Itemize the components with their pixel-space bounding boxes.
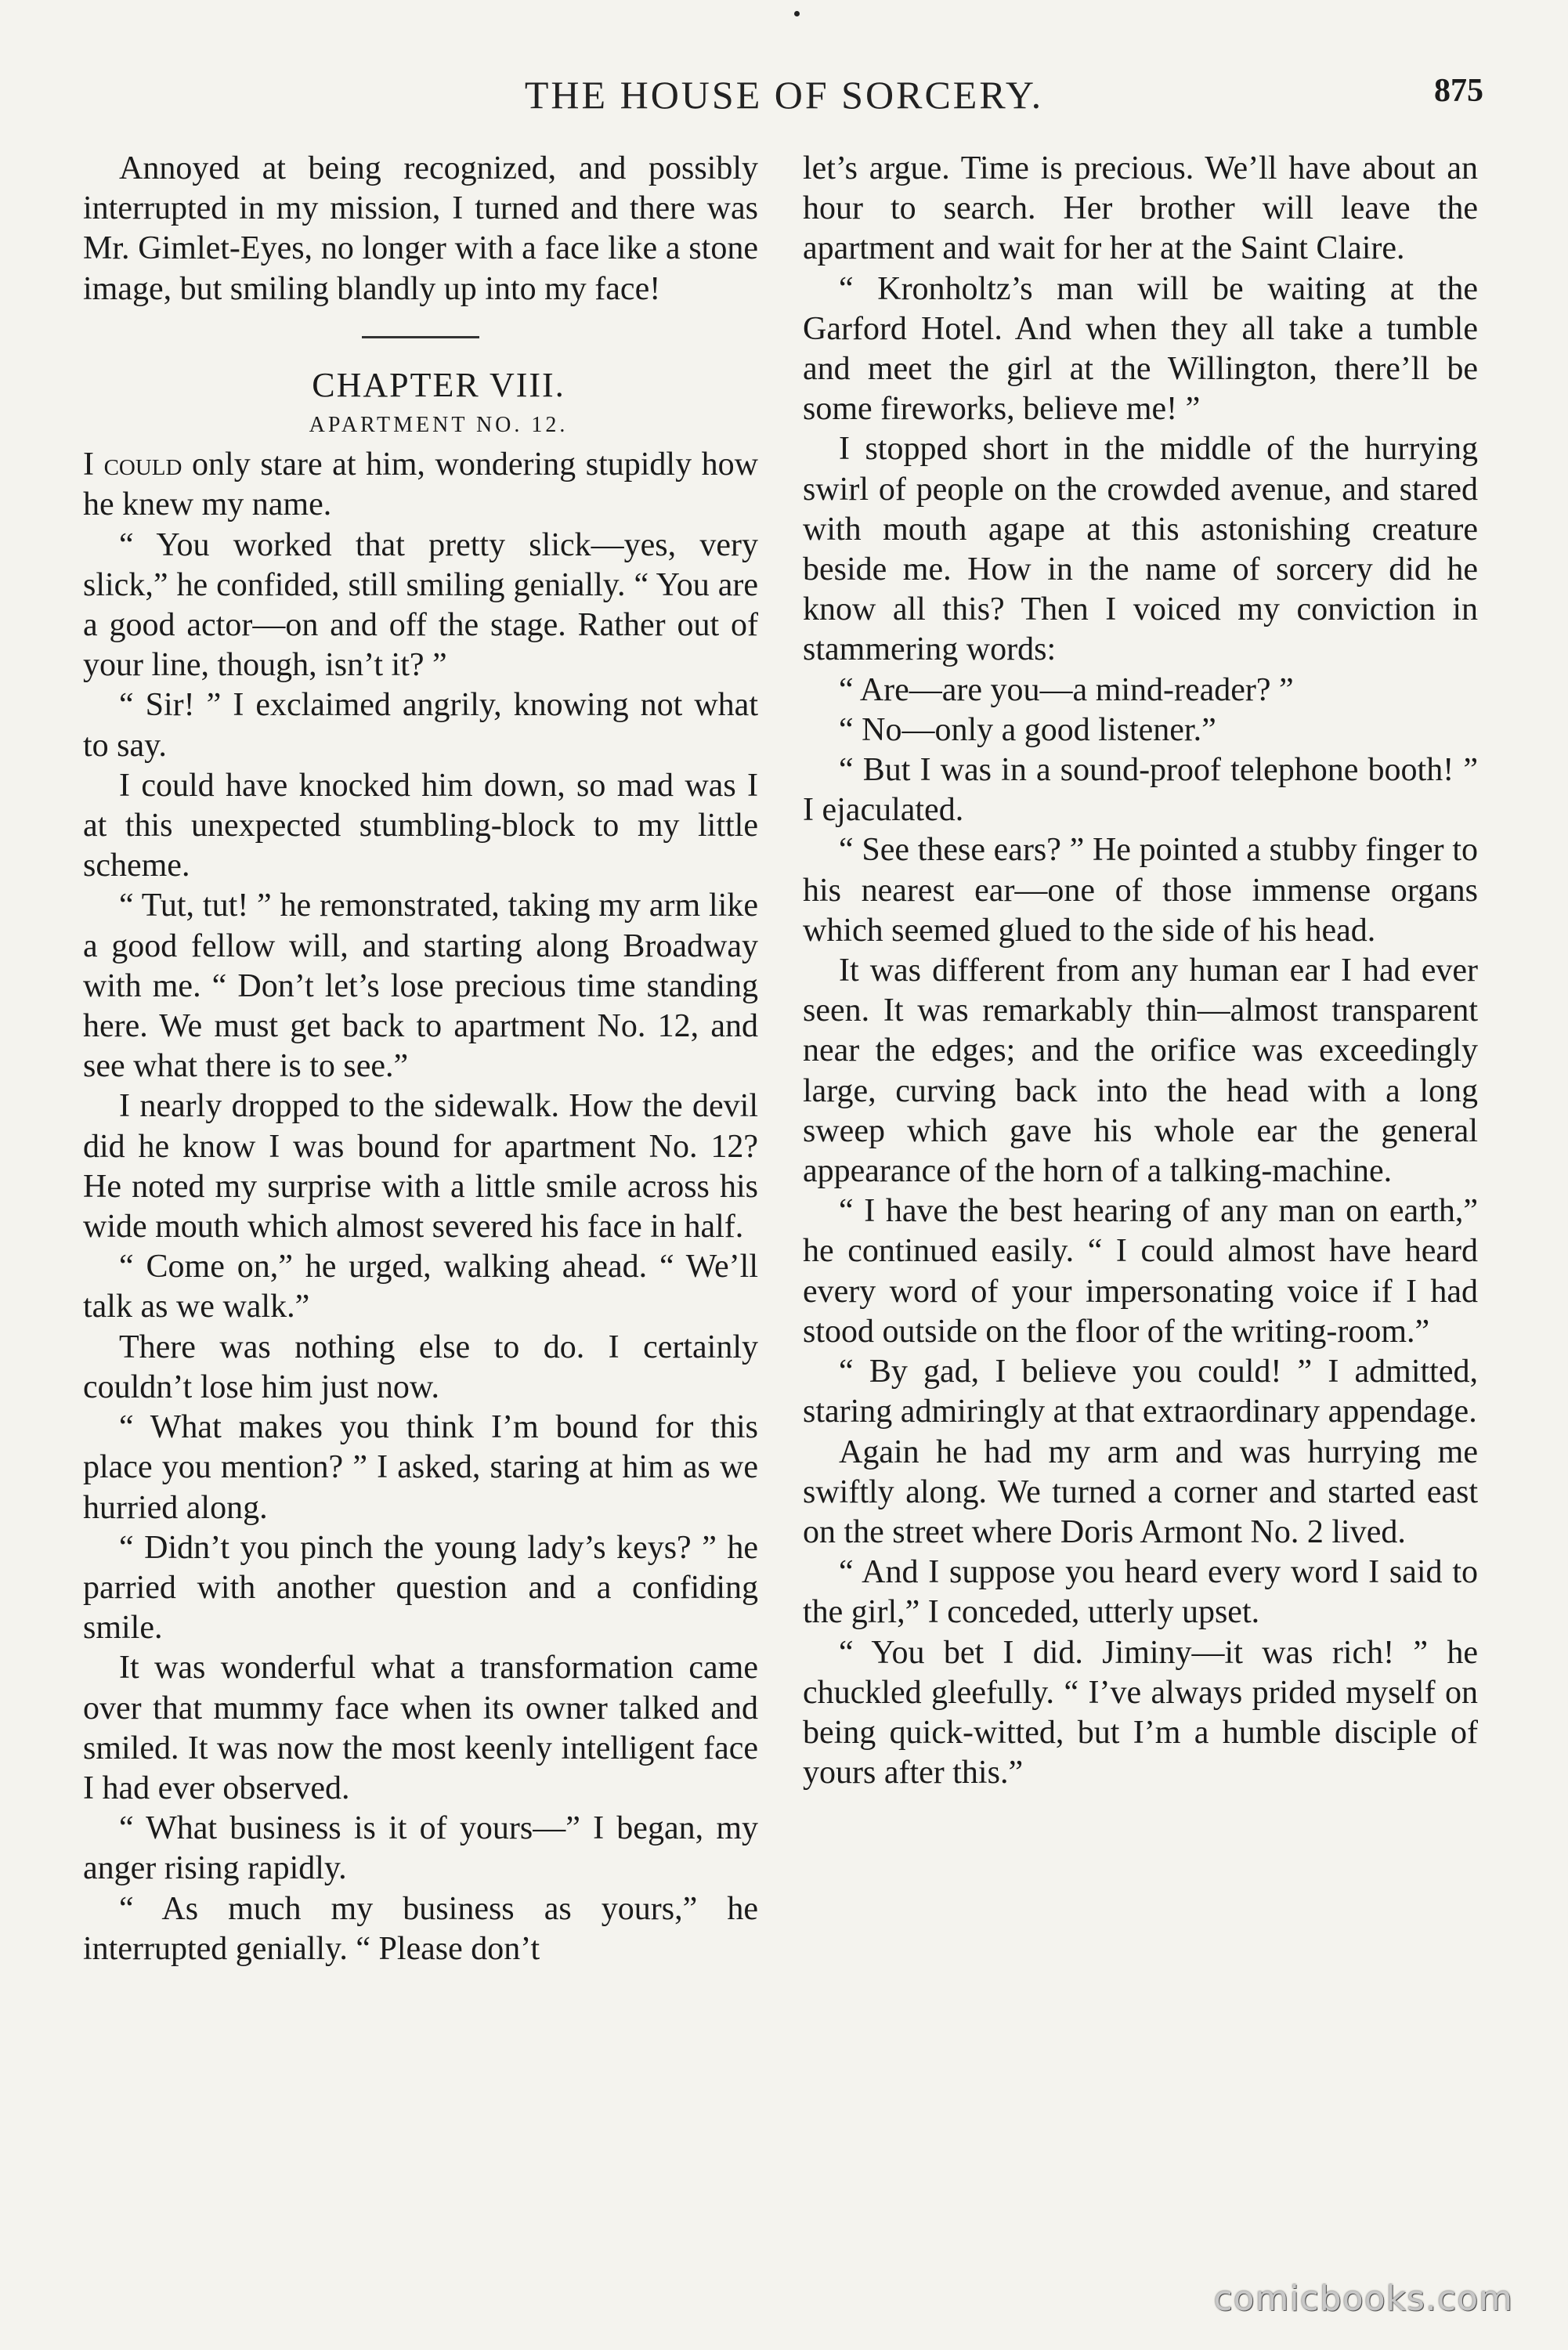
paragraph: I nearly dropped to the sidewalk. How the devil did he know I was bound for apartment No. 12? He noted my surprise with a little smile across his wide mouth which almost severed his face in half. — [83, 1088, 758, 1246]
chapter-title: CHAPTER VIII. — [312, 365, 565, 404]
chapter-first-word: I could — [83, 446, 182, 483]
paragraph: I stopped short in the middle of the hurrying swirl of people on the crowded avenue, and stared with mouth agape at this astonishing creature beside me. How in the name of sorcery did he know all this? Then I voiced my conviction in stammering words: — [803, 431, 1478, 668]
paragraph: I could have knocked him down, so mad was I at this unexpected stumbling-block to my little scheme. — [83, 767, 758, 884]
paragraph: “ What makes you think I’m bound for this place you mention? ” I asked, staring at him as we hurried along. — [83, 1409, 758, 1526]
watermark: comicbooks.com — [1213, 2279, 1513, 2319]
chapter-first-paragraph — [83, 445, 758, 525]
paragraph: “ No—only a good listener.” — [839, 711, 1216, 748]
paragraph: “ You bet I did. Jiminy—it was rich! ” he chuckled gleefully. “ I’ve always prided myself on being quick-witted, but I’m a humble disciple of yours after this.” — [803, 1634, 1478, 1791]
running-header-title: THE HOUSE OF SORCERY. — [524, 73, 1044, 117]
paragraph: “ Are—are you—a mind-reader? ” — [839, 671, 1294, 708]
paragraph: “ Didn’t you pinch the young lady’s keys? ” he parried with another question and a confiding smile. — [83, 1529, 758, 1647]
paragraph: “ But I was in a sound-proof telephone booth! ” I ejaculated. — [803, 752, 1478, 829]
page-number: 875 — [1434, 73, 1483, 109]
paragraph: “ I have the best hearing of any man on earth,” he continued easily. “ I could almost have heard every word of your impersonating voice if I had stood outside on the floor of the writing-room.” — [803, 1193, 1478, 1350]
opening-paragraph: Annoyed at being recognized, and possibly interrupted in my mission, I turned and there was Mr. Gimlet-Eyes, no longer with a face like a stone image, but smiling blandly up into my face! — [83, 150, 758, 307]
paragraph: “ By gad, I believe you could! ” I admitted, staring admiringly at that extraordinary appendage. — [803, 1354, 1478, 1430]
paragraph: Again he had my arm and was hurrying me swiftly along. We turned a corner and started east on the street where Doris Armont No. 2 lived. — [803, 1434, 1478, 1550]
paragraph: “ As much my business as yours,” he interrupted genially. “ Please don’t — [83, 1890, 758, 1967]
chapter-subtitle: APARTMENT NO. 12. — [309, 413, 569, 438]
paragraph: There was nothing else to do. I certainly couldn’t lose him just now. — [83, 1329, 758, 1405]
paragraph: “ See these ears? ” He pointed a stubby finger to his nearest ear—one of those immense organs which seemed glued to the side of his head. — [803, 832, 1478, 949]
paragraph: “ Kronholtz’s man will be waiting at the Garford Hotel. And when they all take a tumble and meet the girl at the Willington, there’ll be some fireworks, believe me! ” — [803, 270, 1478, 428]
chapter-first-rest: only stare at him, wondering stupidly how he knew my name. — [83, 446, 758, 523]
print-mark — [794, 11, 800, 16]
paragraph: “ You worked that pretty slick—yes, very slick,” he confided, still smiling genially. “ You are a good actor—on and off the stage. Rather out of your line, though, isn’t it? ” — [83, 526, 758, 684]
continuation-paragraph: let’s argue. Time is precious. We’ll have about an hour to search. Her brother will leave the apartment and wait for her at the Saint Claire. — [803, 150, 1478, 267]
left-column — [83, 149, 758, 1969]
paragraph: It was different from any human ear I had ever seen. It was remarkably thin—almost transparent near the edges; and the orifice was exceedingly large, curving back into the head with a long sweep which gave his whole ear the general appearance of the horn of a talking-machine. — [803, 953, 1478, 1190]
right-column — [803, 149, 1478, 1793]
paragraph: “ Come on,” he urged, walking ahead. “ We’ll talk as we walk.” — [83, 1249, 758, 1325]
paragraph: It was wonderful what a transformation came over that mummy face when its owner talked and smiled. It was now the most keenly intelligent face I had ever observed. — [83, 1650, 758, 1806]
paragraph: “ Tut, tut! ” he remonstrated, taking my arm like a good fellow will, and starting along Broadway with me. “ Don’t let’s lose precious time standing here. We must get back to apartment No. 12, and see what there is to see.” — [83, 888, 758, 1085]
paragraph: “ And I suppose you heard every word I said to the girl,” I conceded, utterly upset. — [803, 1554, 1478, 1631]
paragraph: “ Sir! ” I exclaimed angrily, knowing not what to say. — [83, 687, 758, 764]
section-divider — [362, 336, 479, 338]
paragraph: “ What business is it of yours—” I began, my anger rising rapidly. — [83, 1810, 758, 1887]
